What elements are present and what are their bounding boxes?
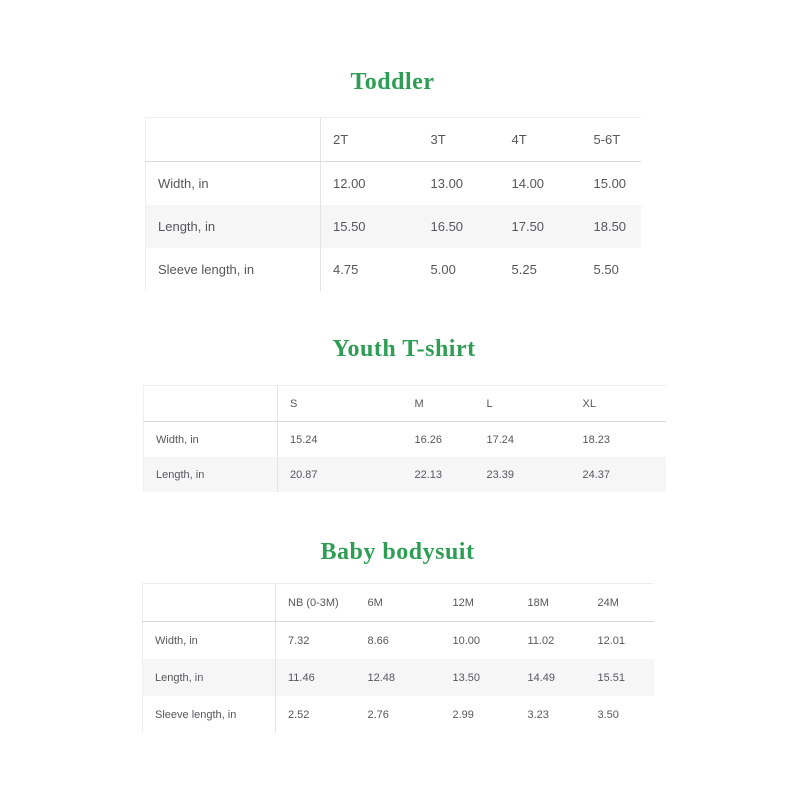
size-cell: 15.51 bbox=[597, 671, 626, 684]
size-cell: 22.13 bbox=[414, 468, 443, 481]
size-cell: 18.50 bbox=[593, 219, 627, 234]
size-cell: 5.50 bbox=[593, 262, 619, 277]
table-row-width bbox=[146, 162, 641, 206]
size-cell: 2.76 bbox=[367, 708, 389, 721]
size-cell: 12.48 bbox=[367, 671, 396, 684]
column-header: NB (0-3M) bbox=[276, 584, 356, 622]
table-row-sleeve-length bbox=[143, 696, 654, 733]
row-label: Width, in bbox=[144, 422, 278, 458]
size-cell: 18.23 bbox=[582, 433, 611, 446]
size-cell: 10.00 bbox=[452, 634, 481, 647]
size-cell: 2.99 bbox=[452, 708, 474, 721]
row-label: Sleeve length, in bbox=[143, 696, 276, 733]
column-header: 24M bbox=[586, 584, 654, 622]
size-cell: 23.39 bbox=[486, 468, 515, 481]
size-cell: 20.87 bbox=[290, 468, 318, 481]
table-row-width bbox=[144, 422, 666, 458]
header-row bbox=[143, 584, 654, 622]
size-cell: 11.02 bbox=[527, 634, 555, 647]
size-cell: 16.50 bbox=[430, 219, 464, 234]
size-cell: 3.23 bbox=[527, 708, 549, 721]
row-label: Width, in bbox=[146, 162, 321, 206]
column-header: 3T bbox=[419, 118, 500, 162]
size-cell: 4.75 bbox=[333, 262, 359, 277]
table-row-length bbox=[144, 457, 666, 492]
row-label: Length, in bbox=[146, 205, 321, 248]
size-cell: 24.37 bbox=[582, 468, 611, 481]
column-header: 12M bbox=[441, 584, 516, 622]
column-header: 18M bbox=[516, 584, 586, 622]
section-youth-tshirt bbox=[143, 337, 665, 492]
header-empty-cell bbox=[144, 386, 278, 422]
column-header: 6M bbox=[356, 584, 441, 622]
youth-tshirt-size-table bbox=[143, 385, 666, 492]
size-cell: 16.26 bbox=[414, 433, 443, 446]
column-header: 2T bbox=[321, 118, 419, 162]
size-cell: 3.50 bbox=[597, 708, 619, 721]
size-cell: 12.00 bbox=[333, 176, 366, 191]
header-empty-cell bbox=[143, 584, 276, 622]
section-title-youth-tshirt: Youth T-shirt bbox=[332, 336, 476, 362]
section-toddler bbox=[145, 70, 640, 291]
table-row-sleeve-length bbox=[146, 248, 641, 291]
size-cell: 15.50 bbox=[333, 219, 366, 234]
baby-bodysuit-size-table bbox=[142, 583, 654, 733]
toddler-size-table bbox=[145, 117, 641, 291]
row-label: Width, in bbox=[143, 622, 276, 660]
size-cell: 7.32 bbox=[288, 634, 310, 647]
header-row bbox=[146, 118, 641, 162]
size-cell: 13.50 bbox=[452, 671, 481, 684]
size-cell: 2.52 bbox=[288, 708, 310, 721]
table-row-width bbox=[143, 622, 654, 660]
section-title-toddler: Toddler bbox=[350, 69, 435, 95]
size-cell: 17.24 bbox=[486, 433, 515, 446]
size-cell: 14.49 bbox=[527, 671, 556, 684]
size-cell: 17.50 bbox=[511, 219, 545, 234]
header-empty-cell bbox=[146, 118, 321, 162]
size-cell: 5.00 bbox=[430, 262, 456, 277]
row-label: Sleeve length, in bbox=[146, 248, 321, 291]
section-baby-bodysuit bbox=[142, 540, 653, 733]
section-title-baby-bodysuit: Baby bodysuit bbox=[320, 539, 475, 565]
size-cell: 15.00 bbox=[593, 176, 627, 191]
size-cell: 13.00 bbox=[430, 176, 464, 191]
column-header: L bbox=[475, 386, 571, 422]
size-cell: 12.01 bbox=[597, 634, 626, 647]
table-row-length bbox=[143, 659, 654, 696]
column-header: XL bbox=[571, 386, 666, 422]
size-cell: 14.00 bbox=[511, 176, 545, 191]
size-cell: 15.24 bbox=[290, 433, 318, 446]
size-cell: 8.66 bbox=[367, 634, 389, 647]
table-row-length bbox=[146, 205, 641, 248]
column-header: S bbox=[278, 386, 403, 422]
size-cell: 11.46 bbox=[288, 671, 315, 684]
row-label: Length, in bbox=[143, 659, 276, 696]
column-header: 4T bbox=[500, 118, 582, 162]
header-row bbox=[144, 386, 666, 422]
column-header: M bbox=[403, 386, 475, 422]
column-header: 5-6T bbox=[582, 118, 641, 162]
row-label: Length, in bbox=[144, 457, 278, 492]
size-cell: 5.25 bbox=[511, 262, 537, 277]
